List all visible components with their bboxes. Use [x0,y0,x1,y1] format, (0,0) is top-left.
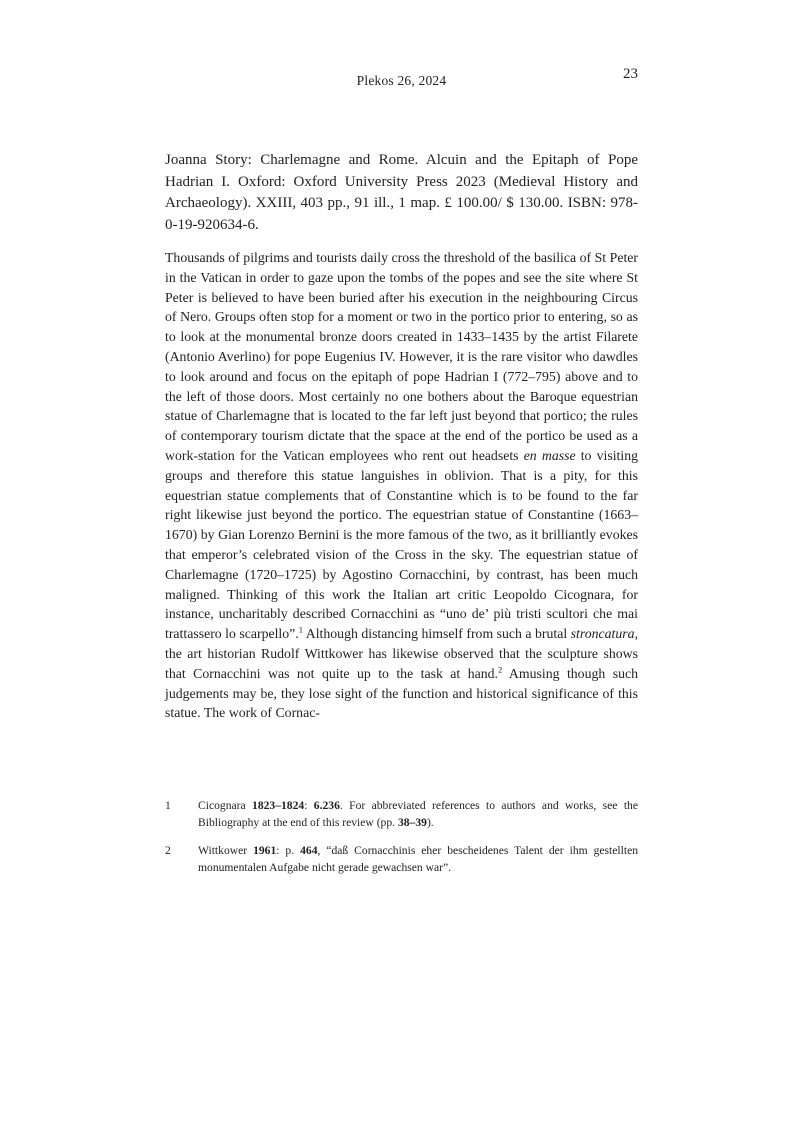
journal-title: Plekos 26, 2024 [356,73,447,88]
review-heading: Joanna Story: Charlemagne and Rome. Alcuin and the Epitaph of Pope Hadrian I. Oxford: Oxford University Press 2023 (Medieval History and Archaeology). XXIII, 403 pp., 91 ill., 1 map. £ 100.00/ $ 130.00. ISBN: 978-0-19-920634-6. [165,152,638,233]
footnote-text: Wittkower 1961: p. 464, “daß Cornacchinis eher bescheidenes Talent der ihm gestellten monumentalen Aufgabe nicht gerade gewachsen war”. [198,844,639,874]
body-paragraph: Thousands of pilgrims and tourists daily cross the threshold of the basilica of St Peter in the Vatican in order to gaze upon the tombs of the popes and see the site where St Peter is believed to have been buried after his execution in the neighbouring Circus of Nero. Groups often stop for a moment or two in the portico prior to entering, so as to look at the monumental bronze doors created in 1433–1435 by the artist Filarete (Antonio Averlino) for pope Eugenius IV. However, it is the rare visitor who dawdles to look around and focus on the epitaph of pope Hadrian I (772–795) above and to the left of those doors. Most certainly no one bothers about the Baroque equestrian statue of Charlemagne that is located to the far left just beyond that portico; the rules of contemporary tourism dictate that the space at the end of the portico be used as a work-station for the Vatican employees who rent out headsets en masse to visiting groups and therefore this statue languishes in oblivion. That is a pity, for this equestrian statue complements that of Constantine which is to be found to the far right likewise just beyond the portico. The equestrian statue of Constantine (1663–1670) by Gian Lorenzo Bernini is the more famous of the two, as it brilliantly evokes that emperor’s celebrated vision of the Cross in the sky. The equestrian statue of Charlemagne (1720–1725) by Agostino Cornacchini, by contrast, has been much maligned. Thinking of this work the Italian art critic Leopoldo Cicognara, for instance, uncharitably described Cornacchini as “uno de’ più tristi scultori che mai trattassero lo scarpello”.$^1$ Although distancing himself from such a brutal stroncatura, the art historian Rudolf Wittkower has likewise observed that the sculpture shows that Cornacchini was not quite up to the task at hand.$^2$ Amusing though such judgements may be, they lose sight of the function and historical significance of this statue. The work of Cornac- [165,250,639,721]
footnote-text: Cicognara 1823–1824: 6.236. For abbreviated references to authors and works, see the Bibliography at the end of this review (pp. 38–39). [198,799,638,829]
footnote-number: 1 [165,799,171,812]
running-header [165,73,638,89]
footnote [165,797,638,831]
footnotes-section [165,797,638,887]
page-number: 23 [623,66,638,82]
footnote [165,842,638,876]
footnote-number: 2 [165,844,171,857]
